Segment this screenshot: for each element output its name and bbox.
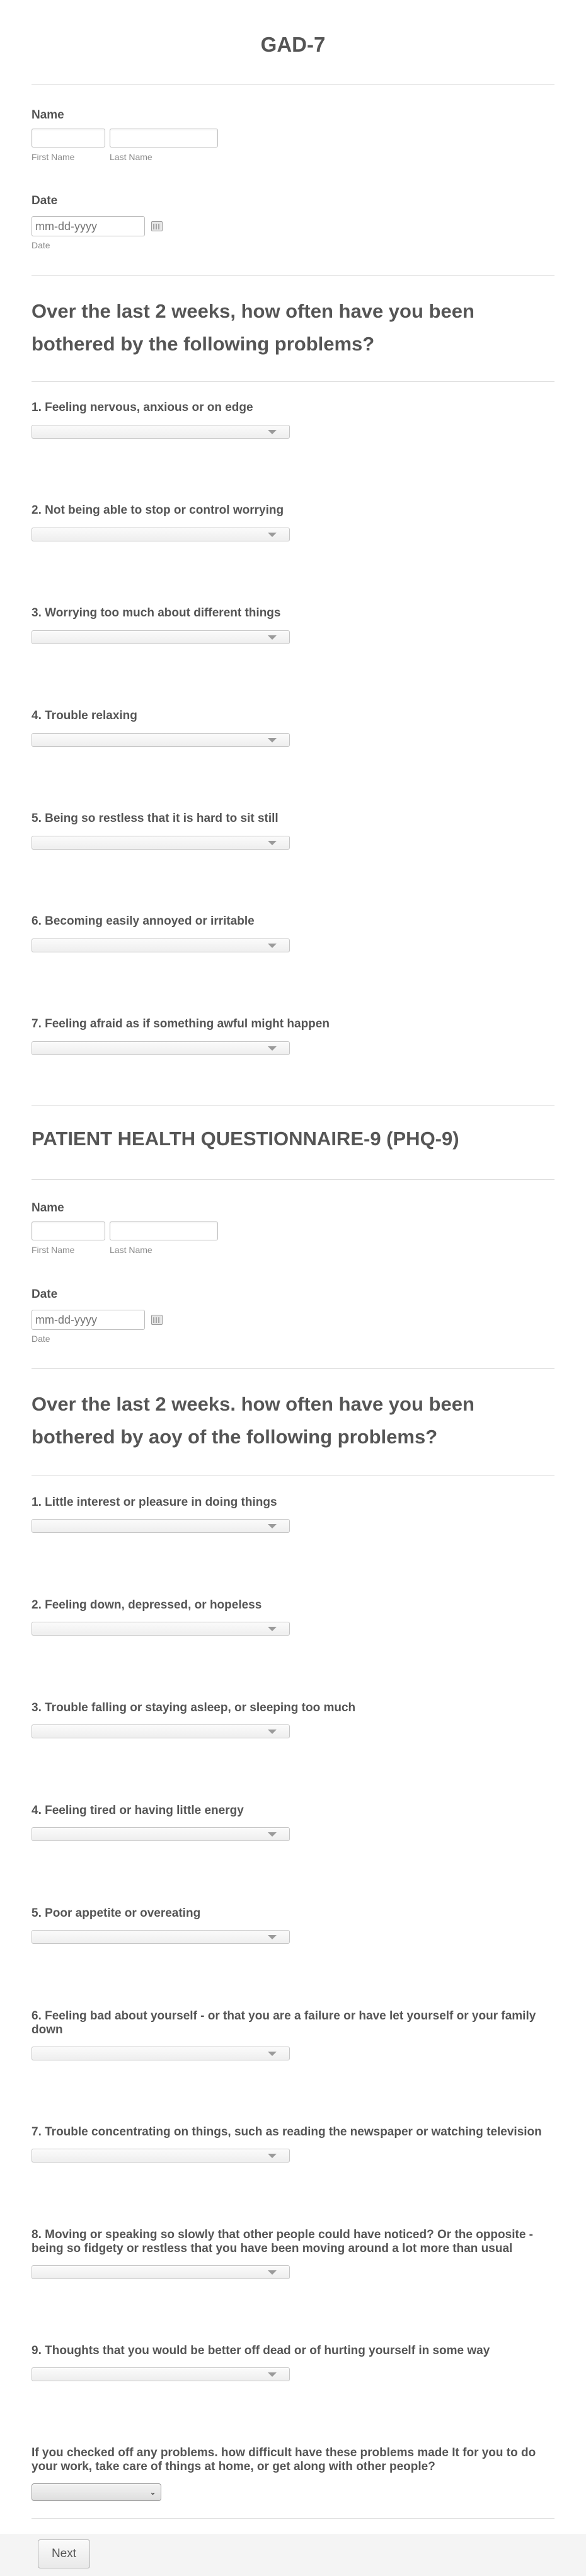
phq-first-name-input[interactable] [32, 1222, 105, 1240]
chevron-down-icon [268, 1935, 277, 1939]
gad-instructions-heading: Over the last 2 weeks, how often have you been bothered by the following problems? [32, 300, 474, 355]
phq-question-1-select[interactable] [32, 1519, 290, 1533]
gad-question-1-label: 1. Feeling nervous, anxious or on edge [32, 401, 253, 414]
gad-question-5-select[interactable] [32, 836, 290, 850]
gad-question-4-select[interactable] [32, 733, 290, 747]
chevron-down-icon [268, 2270, 277, 2275]
divider [32, 275, 554, 276]
phq-question-7-label: 7. Trouble concentrating on things, such as reading the newspaper or watching television [32, 2125, 542, 2139]
divider [32, 1105, 554, 1106]
gad-question-4-label: 4. Trouble relaxing [32, 709, 137, 722]
gad-first-name-input[interactable] [32, 129, 105, 147]
chevron-down-icon [268, 2154, 277, 2158]
phq-title: PATIENT HEALTH QUESTIONNAIRE-9 (PHQ-9) [32, 1128, 459, 1150]
form-footer [0, 2534, 586, 2576]
phq-question-7-select[interactable] [32, 2149, 290, 2163]
phq-instructions-heading: Over the last 2 weeks. how often have you been bothered by aoy of the following problems? [32, 1393, 474, 1448]
phq-date-input[interactable] [32, 1310, 145, 1330]
gad-title: GAD-7 [260, 33, 326, 56]
divider [32, 1475, 554, 1476]
divider [32, 381, 554, 382]
phq-last-name-input[interactable] [110, 1222, 218, 1240]
calendar-icon[interactable] [151, 1315, 163, 1325]
phq-question-4-label: 4. Feeling tired or having little energy [32, 1804, 244, 1817]
divider [32, 84, 554, 85]
phq-question-1-label: 1. Little interest or pleasure in doing things [32, 1496, 277, 1509]
phq-question-6-label: 6. Feeling bad about yourself - or that you are a failure or have let yourself or your family down [32, 2009, 536, 2036]
phq-question-9-select[interactable] [32, 2367, 290, 2381]
chevron-down-icon [268, 841, 277, 845]
chevron-down-icon [268, 944, 277, 948]
gad-last-name-sublabel: Last Name [110, 152, 152, 162]
gad-question-7-label: 7. Feeling afraid as if something awful might happen [32, 1017, 330, 1031]
phq-question-3-select[interactable] [32, 1724, 290, 1738]
gad-date-sublabel: Date [32, 240, 50, 250]
gad-question-6-select[interactable] [32, 939, 290, 952]
gad-last-name-input[interactable] [110, 129, 218, 147]
phq-question-5-select[interactable] [32, 1930, 290, 1944]
phq-question-2-label: 2. Feeling down, depressed, or hopeless [32, 1598, 262, 1612]
chevron-down-icon: ⌄ [149, 2487, 156, 2497]
chevron-down-icon [268, 1730, 277, 1734]
phq-date-sublabel: Date [32, 1334, 50, 1344]
phq-question-2-select[interactable] [32, 1622, 290, 1636]
phq-date-label: Date [32, 1288, 58, 1301]
phq-question-4-select[interactable] [32, 1827, 290, 1841]
chevron-down-icon [268, 1046, 277, 1051]
gad-question-3-select[interactable] [32, 630, 290, 644]
divider [32, 1179, 554, 1180]
gad-question-2-label: 2. Not being able to stop or control worrying [32, 504, 284, 517]
divider [32, 2518, 554, 2519]
phq-question-8-select[interactable] [32, 2265, 290, 2279]
divider [32, 1368, 554, 1369]
phq-question-9-label: 9. Thoughts that you would be better off dead or of hurting yourself in some way [32, 2344, 490, 2357]
gad-date-input[interactable] [32, 216, 145, 236]
gad-question-3-label: 3. Worrying too much about different things [32, 606, 281, 620]
chevron-down-icon [268, 2372, 277, 2377]
chevron-down-icon [268, 430, 277, 434]
chevron-down-icon [268, 1832, 277, 1837]
phq-first-name-sublabel: First Name [32, 1245, 75, 1255]
gad-question-2-select[interactable] [32, 528, 290, 541]
phq-last-name-sublabel: Last Name [110, 1245, 152, 1255]
phq-name-label: Name [32, 1201, 64, 1215]
phq-question-8-label: 8. Moving or speaking so slowly that other people could have noticed? Or the opposite - being so fidgety or restless that you have been moving around a lot more than usual [32, 2228, 533, 2255]
gad-question-7-select[interactable] [32, 1041, 290, 1055]
chevron-down-icon [268, 1627, 277, 1631]
chevron-down-icon [268, 738, 277, 742]
chevron-down-icon [268, 1524, 277, 1528]
gad-name-label: Name [32, 108, 64, 122]
calendar-icon[interactable] [151, 221, 163, 231]
gad-question-5-label: 5. Being so restless that it is hard to sit still [32, 812, 279, 825]
gad-question-1-select[interactable] [32, 425, 290, 439]
gad-question-6-label: 6. Becoming easily annoyed or irritable [32, 915, 255, 928]
gad-first-name-sublabel: First Name [32, 152, 75, 162]
next-button[interactable]: Next [38, 2539, 90, 2568]
chevron-down-icon [268, 533, 277, 537]
chevron-down-icon [268, 635, 277, 640]
phq-question-5-label: 5. Poor appetite or overeating [32, 1907, 201, 1920]
phq-difficulty-label: If you checked off any problems. how difficult have these problems made It for you to do your work, take care of things at home, or get along with other people? [32, 2446, 536, 2473]
phq-difficulty-select[interactable] [32, 2483, 161, 2501]
gad-date-label: Date [32, 194, 58, 207]
phq-question-6-select[interactable] [32, 2047, 290, 2060]
chevron-down-icon [268, 2052, 277, 2056]
phq-question-3-label: 3. Trouble falling or staying asleep, or sleeping too much [32, 1701, 356, 1714]
